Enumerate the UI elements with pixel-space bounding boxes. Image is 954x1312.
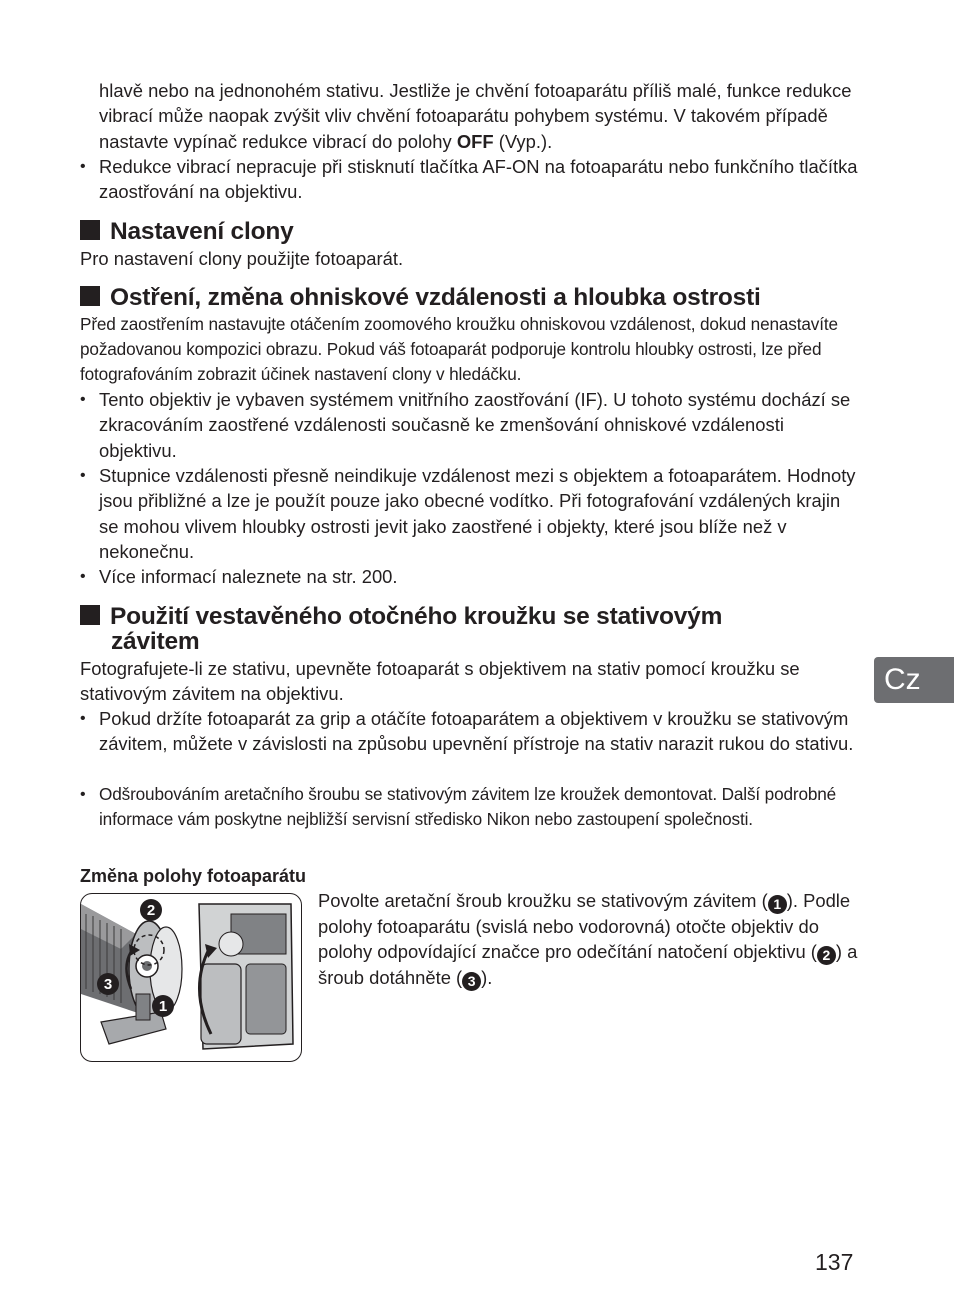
section2-bullet: Více informací naleznete na str. 200. xyxy=(99,566,398,587)
step-2-marker: 2 xyxy=(817,946,836,965)
step-marker-3: 3 xyxy=(103,976,113,993)
bullet-glyph: • xyxy=(80,568,86,585)
section1-body: Pro nastavení clony použijte fotoaparát. xyxy=(80,248,404,269)
tripod-collar-illustration xyxy=(80,893,302,1062)
page-number: 137 xyxy=(815,1249,854,1275)
bullet-glyph: • xyxy=(80,710,86,727)
step-marker-2: 2 xyxy=(146,902,156,919)
intro-bullet: Redukce vibrací nepracuje při stisknutí tlačítka AF-ON na fotoaparátu nebo funkčního tlačítka zaostřování na objektivu. xyxy=(99,156,858,203)
square-bullet-icon xyxy=(80,220,100,240)
subsection-heading: Změna polohy fotoaparátu xyxy=(80,866,307,886)
bullet-glyph: • xyxy=(80,786,86,803)
step-marker-1: 1 xyxy=(158,998,168,1015)
figure-caption: Povolte aretační šroub kroužku se stativovým závitem ( 1 ). Podle polohy fotoaparátu (svislá nebo vodorovná) otočte objektiv do polohy odpovídající značce pro odečítání natočení objektivu ( 2 ) a šroub dotáhněte ( 3 ). xyxy=(318,890,858,990)
section2-bullet: Stupnice vzdálenosti přesně neindikuje vzdálenost mezi s objektem a fotoaparátem. Hodnoty jsou přibližné a lze je použít pouze jako obecné vodítko. Při fotografování vzdálených krajin se mohou vlivem hloubky ostrosti jevit jako zaostřené i objekty, které jsou blíže než v nekonečnu. xyxy=(99,465,856,563)
section2-body: Před zaostřením nastavujte otáčením zoomového kroužku ohniskovou vzdálenost, dokud nenastavíte požadovanou kompozici obrazu. Pokud váš fotoaparát podporuje kontrolu hloubky ostrosti, lze před fotografováním zobrazit účinek nastavení clony v hledáčku. xyxy=(80,314,838,384)
section3-bullet: Pokud držíte fotoaparát za grip a otáčíte fotoaparátem a objektivem v kroužku se stativovým závitem, můžete v závislosti na způsobu upevnění přístroje na stativ narazit rukou do stativu. xyxy=(99,708,854,755)
section2-bullet: Tento objektiv je vybaven systémem vnitřního zaostřování (IF). U tohoto systému dochází se zkracováním zaostřené vzdálenosti současně ke zmenšování ohniskové vzdálenosti objektivu. xyxy=(99,389,851,461)
bullet-glyph: • xyxy=(80,158,86,175)
section3-bullet: Odšroubováním aretačního šroubu se stativovým závitem lze kroužek demontovat. Další podrobné informace vám poskytne nejbližší servisní středisko Nikon nebo zastoupení společnosti. xyxy=(99,784,837,829)
square-bullet-icon xyxy=(80,286,100,306)
bullet-glyph: • xyxy=(80,391,86,408)
bullet-glyph: • xyxy=(80,467,86,484)
step-3-marker: 3 xyxy=(462,972,481,991)
section-heading-focus: Ostření, změna ohniskové vzdálenosti a hloubka ostrosti xyxy=(80,285,860,310)
section-heading-tripod-collar: Použití vestavěného otočného kroužku se stativovým závitem xyxy=(80,604,860,654)
language-tab: Cz xyxy=(874,657,954,703)
intro-paragraph: hlavě nebo na jednonohém stativu. Jestliže je chvění fotoaparátu příliš malé, funkce redukce vibrací může naopak zvýšit vliv chvění fotoaparátu pohybem systému. V takovém případě nastavte vypínač redukce vibrací do polohy OFF (Vyp.). xyxy=(99,80,852,152)
section-heading-aperture: Nastavení clony xyxy=(80,219,860,244)
off-label: OFF xyxy=(456,130,494,152)
square-bullet-icon xyxy=(80,605,100,625)
section3-body: Fotografujete-li ze stativu, upevněte fotoaparát s objektivem na stativ pomocí kroužku se stativovým závitem na objektivu. xyxy=(80,658,800,705)
step-1-marker: 1 xyxy=(768,895,787,914)
